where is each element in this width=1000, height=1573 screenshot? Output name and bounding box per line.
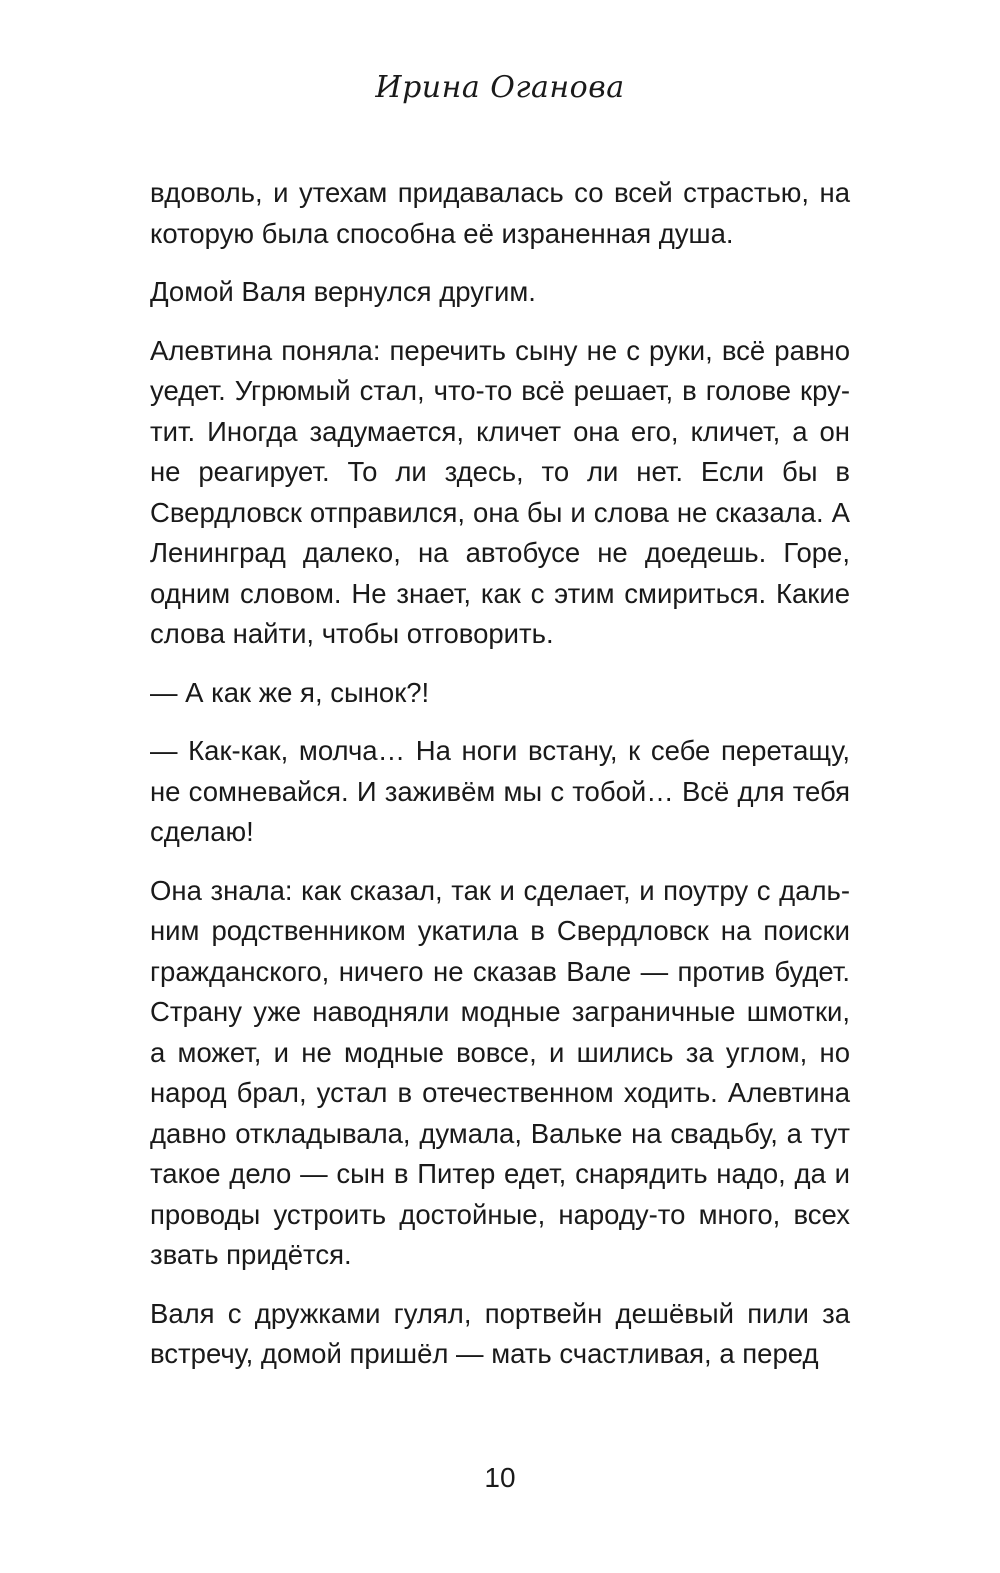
page-number: 10: [484, 1462, 516, 1493]
paragraph: Валя с дружками гулял, портвейн дешёвый пили за встречу, домой пришёл — мать счастливая, а перед: [150, 1297, 850, 1369]
body-text: [150, 173, 850, 1393]
dialogue-line: — А как же я, сынок?!: [150, 676, 430, 708]
dialogue-line: — Как-как, молча… На ноги встану, к себе перетащу, не сомневайся. И заживём мы с тобой… Всё для тебя сделаю!: [150, 735, 850, 847]
paragraph: вдоволь, и утехам придавалась со всей страстью, на которую была способна её израненная душа.: [150, 177, 850, 249]
running-header-author: Ирина Оганова: [375, 70, 625, 105]
paragraph: Алевтина поняла: перечить сыну не с руки, всё равно уедет. Угрюмый стал, что-то всё решает, в голове крутит. Иногда задумается, кличет она его, кличет, а он не реагирует. То ли здесь, то ли нет. Если бы в Свердловск отправился, она бы и слова не сказала. А Ленинград далеко, на автобусе не доедешь. Горе, одним словом. Не знает, как с этим смириться. Какие слова найти, чтобы отговорить.: [150, 334, 850, 649]
paragraph: Домой Валя вернулся другим.: [150, 276, 536, 307]
paragraph: Она знала: как сказал, так и сделает, и поутру с дальним родственником укатила в Свердловск на поиски гражданского, ничего не сказав Вале — против будет. Страну уже наводняли модные заграничные шмотки, а может, и не модные вовсе, и шились за углом, но народ брал, устал в отечественном ходить. Алевтина давно откладывала, думала, Вальке на свадьбу, а тут такое дело — сын в Питер едет, снарядить надо, да и проводы устроить достойные, народу-то много, всех звать придётся.: [150, 874, 850, 1270]
